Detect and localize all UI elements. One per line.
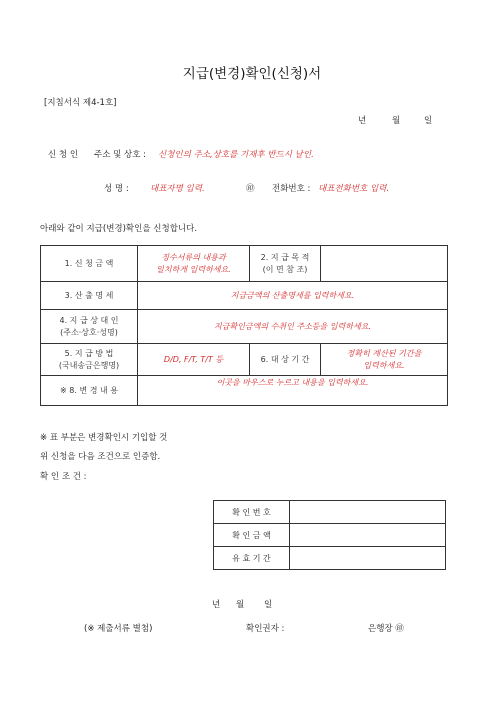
intro-text: 아래와 같이 지급(변경)확인을 신청합니다. [40, 224, 198, 234]
change-label: ※ 8. 변 경 내 용 [41, 376, 138, 406]
conditions-label: 확 인 조 건 : [40, 472, 87, 482]
confirmer-label: 확인권자 : [246, 624, 285, 634]
form-number: [지침서식 제4-1호] [44, 98, 117, 108]
table-row [214, 547, 446, 570]
applicant-label: 신 청 인 [48, 150, 79, 160]
table-row [214, 524, 446, 547]
payee-hint[interactable]: 지급확인금액의 수취인 주소등을 입력하세요. [138, 310, 448, 344]
application-table [40, 245, 448, 406]
address-hint[interactable]: 신청인의 주소,상호를 기재후 반드시 날인. [158, 150, 314, 160]
payee-label: 4. 지 급 상 대 인 (주소·상호·성명) [41, 310, 138, 344]
period-label: 6. 대 상 기 간 [250, 344, 321, 376]
date-year: 년 [358, 116, 367, 126]
change-hint[interactable]: 이곳을 마우스로 누르고 내용을 입력하세요. [138, 376, 448, 406]
table-row [41, 310, 448, 344]
attachment-note: (※ 제출서류 별첨) [84, 624, 153, 634]
confirmation-table [213, 500, 446, 570]
note-text: ※ 표 부분은 변경확인시 기입할 것 [40, 433, 168, 443]
confirm-amount-field[interactable] [290, 524, 446, 547]
method-hint[interactable]: D/D, F/T, T/T 등 [138, 344, 250, 376]
table-row [214, 501, 446, 524]
table-row [41, 344, 448, 376]
table-row [41, 282, 448, 310]
page-title: 지급(변경)확인(신청)서 [182, 66, 322, 82]
confirm-amount-label: 확 인 금 액 [214, 524, 290, 547]
confirm-number-field[interactable] [290, 501, 446, 524]
confirm-number-label: 확 인 번 호 [214, 501, 290, 524]
certify-text: 위 신청을 다음 조건으로 인증함. [40, 452, 161, 462]
period-hint[interactable]: 정확히 계산된 기간을 입력하세요. [321, 344, 448, 376]
phone-label: 전화번호 : [272, 184, 311, 194]
calc-hint[interactable]: 지급금액의 산출명세를 입력하세요. [138, 282, 448, 310]
table-row [41, 246, 448, 282]
table-row [41, 376, 448, 406]
date-month: 월 [392, 116, 401, 126]
valid-period-field[interactable] [290, 547, 446, 570]
name-hint[interactable]: 대표자명 입력. [150, 184, 205, 194]
footer-year: 년 [212, 600, 221, 610]
amount-hint[interactable]: 징수서류의 내용과 일치하게 입력하세요. [138, 246, 250, 282]
amount-label: 1. 신 청 금 액 [41, 246, 138, 282]
phone-hint[interactable]: 대표전화번호 입력. [318, 184, 390, 194]
footer-month: 월 [236, 600, 245, 610]
name-label: 성 명 : [104, 184, 129, 194]
method-label: 5. 지 급 방 법 (국내송금은행명) [41, 344, 138, 376]
seal-mark: ㊞ [246, 184, 255, 194]
valid-period-label: 유 효 기 간 [214, 547, 290, 570]
address-label: 주소 및 상호 : [94, 150, 147, 160]
bank-head-signature: 은행장 ㊞ [368, 624, 404, 634]
date-day: 일 [424, 116, 433, 126]
purpose-field[interactable] [321, 246, 448, 282]
calc-label: 3. 산 출 명 세 [41, 282, 138, 310]
purpose-label: 2. 지 급 목 적 (이 면 참 조) [250, 246, 321, 282]
footer-day: 일 [264, 600, 273, 610]
